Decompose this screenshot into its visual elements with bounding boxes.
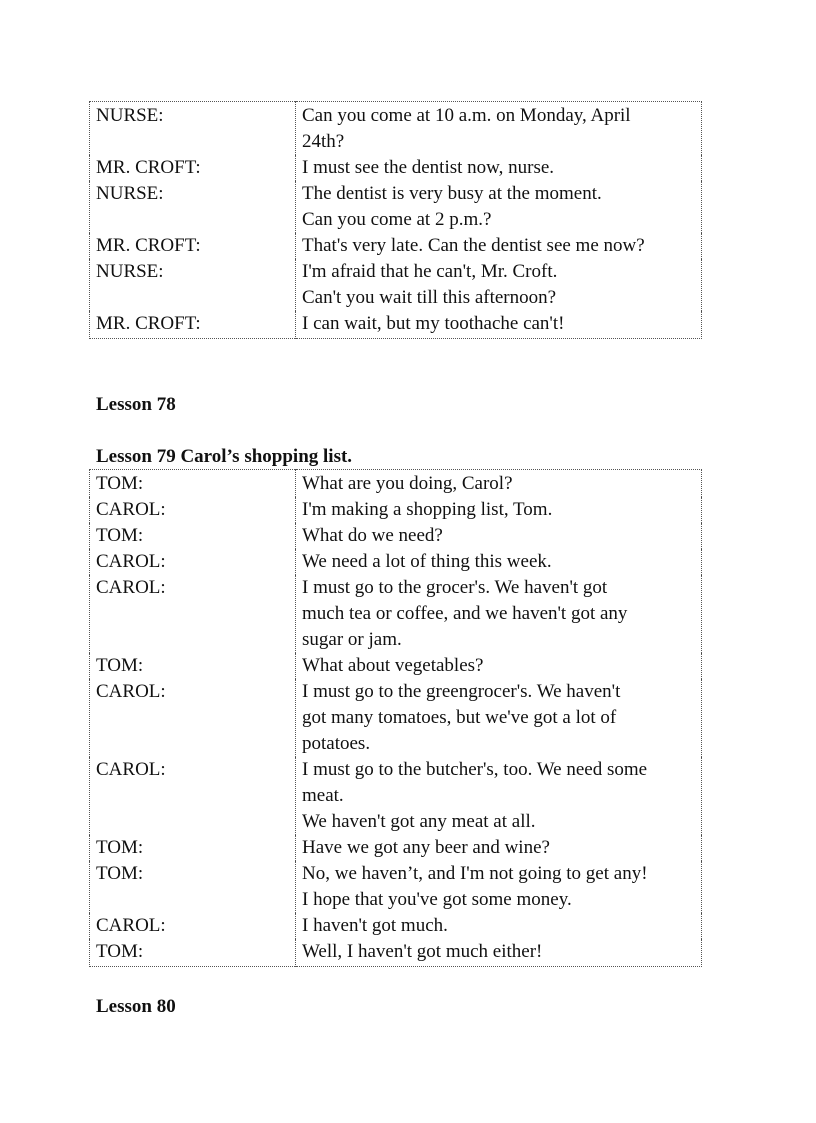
dialogue-row xyxy=(90,102,702,156)
dialogue-row xyxy=(90,835,702,861)
dialogue-line: I must go to the butcher's, too. We need some xyxy=(302,759,648,780)
dialogue-text xyxy=(296,311,702,339)
dialogue-text xyxy=(296,470,702,498)
dialogue-table-lesson-79 xyxy=(89,469,702,967)
dialogue-line: No, we haven’t, and I'm not going to get any! xyxy=(302,863,648,884)
dialogue-text xyxy=(296,233,702,259)
dialogue-line: got many tomatoes, but we've got a lot of xyxy=(302,707,617,728)
lesson-80-heading: Lesson 80 xyxy=(96,996,176,1017)
speaker-name: CAROL: xyxy=(90,575,296,653)
dialogue-line: What are you doing, Carol? xyxy=(302,473,513,494)
dialogue-line: I must see the dentist now, nurse. xyxy=(302,157,555,178)
dialogue-text xyxy=(296,861,702,913)
dialogue-line: I'm afraid that he can't, Mr. Croft. xyxy=(302,261,558,282)
speaker-name: CAROL: xyxy=(90,679,296,757)
dialogue-line: We need a lot of thing this week. xyxy=(302,551,552,572)
speaker-name: MR. CROFT: xyxy=(90,233,296,259)
dialogue-row xyxy=(90,181,702,233)
dialogue-line: We haven't got any meat at all. xyxy=(302,811,536,832)
speaker-name: TOM: xyxy=(90,835,296,861)
dialogue-row xyxy=(90,549,702,575)
dialogue-line: I'm making a shopping list, Tom. xyxy=(302,499,553,520)
dialogue-text xyxy=(296,523,702,549)
speaker-name: CAROL: xyxy=(90,497,296,523)
dialogue-line: I must go to the greengrocer's. We haven't xyxy=(302,681,621,702)
dialogue-text xyxy=(296,181,702,233)
speaker-name: TOM: xyxy=(90,470,296,498)
dialogue-line: The dentist is very busy at the moment. xyxy=(302,183,602,204)
dialogue-line: I haven't got much. xyxy=(302,915,448,936)
dialogue-row xyxy=(90,155,702,181)
dialogue-line: 24th? xyxy=(302,131,345,152)
speaker-name: NURSE: xyxy=(90,102,296,156)
dialogue-line: I must go to the grocer's. We haven't got xyxy=(302,577,608,598)
dialogue-row xyxy=(90,679,702,757)
dialogue-row xyxy=(90,757,702,835)
speaker-name: TOM: xyxy=(90,523,296,549)
dialogue-table-body xyxy=(90,470,702,967)
speaker-name: TOM: xyxy=(90,653,296,679)
dialogue-text xyxy=(296,259,702,311)
dialogue-row xyxy=(90,861,702,913)
dialogue-row xyxy=(90,311,702,339)
dialogue-text xyxy=(296,549,702,575)
dialogue-row xyxy=(90,470,702,498)
dialogue-text xyxy=(296,497,702,523)
dialogue-line: What about vegetables? xyxy=(302,655,484,676)
dialogue-line: What do we need? xyxy=(302,525,443,546)
dialogue-row xyxy=(90,497,702,523)
speaker-name: CAROL: xyxy=(90,913,296,939)
speaker-name: TOM: xyxy=(90,861,296,913)
dialogue-text xyxy=(296,653,702,679)
speaker-name: NURSE: xyxy=(90,181,296,233)
dialogue-row xyxy=(90,913,702,939)
dialogue-line: meat. xyxy=(302,785,344,806)
dialogue-table-lesson-77 xyxy=(89,101,702,339)
dialogue-row xyxy=(90,233,702,259)
speaker-name: MR. CROFT: xyxy=(90,155,296,181)
dialogue-line: That's very late. Can the dentist see me now? xyxy=(302,235,645,256)
dialogue-line: Can you come at 10 a.m. on Monday, April xyxy=(302,105,631,126)
dialogue-line: I can wait, but my toothache can't! xyxy=(302,313,565,334)
dialogue-line: potatoes. xyxy=(302,733,371,754)
dialogue-row xyxy=(90,653,702,679)
dialogue-row xyxy=(90,259,702,311)
dialogue-line: Can you come at 2 p.m.? xyxy=(302,209,492,230)
dialogue-text xyxy=(296,575,702,653)
dialogue-table-body xyxy=(90,102,702,339)
dialogue-text xyxy=(296,835,702,861)
dialogue-row xyxy=(90,575,702,653)
speaker-name: CAROL: xyxy=(90,757,296,835)
dialogue-line: Have we got any beer and wine? xyxy=(302,837,550,858)
dialogue-line: sugar or jam. xyxy=(302,629,402,650)
dialogue-text xyxy=(296,757,702,835)
dialogue-text xyxy=(296,679,702,757)
dialogue-line: much tea or coffee, and we haven't got any xyxy=(302,603,628,624)
lesson-78-heading: Lesson 78 xyxy=(96,394,176,415)
speaker-name: TOM: xyxy=(90,939,296,967)
dialogue-text xyxy=(296,102,702,156)
speaker-name: CAROL: xyxy=(90,549,296,575)
dialogue-text xyxy=(296,155,702,181)
dialogue-text xyxy=(296,913,702,939)
dialogue-row xyxy=(90,523,702,549)
dialogue-line: Can't you wait till this afternoon? xyxy=(302,287,557,308)
speaker-name: NURSE: xyxy=(90,259,296,311)
dialogue-text xyxy=(296,939,702,967)
dialogue-line: Well, I haven't got much either! xyxy=(302,941,543,962)
dialogue-row xyxy=(90,939,702,967)
lesson-79-heading: Lesson 79 Carol’s shopping list. xyxy=(96,446,353,467)
dialogue-line: I hope that you've got some money. xyxy=(302,889,572,910)
speaker-name: MR. CROFT: xyxy=(90,311,296,339)
